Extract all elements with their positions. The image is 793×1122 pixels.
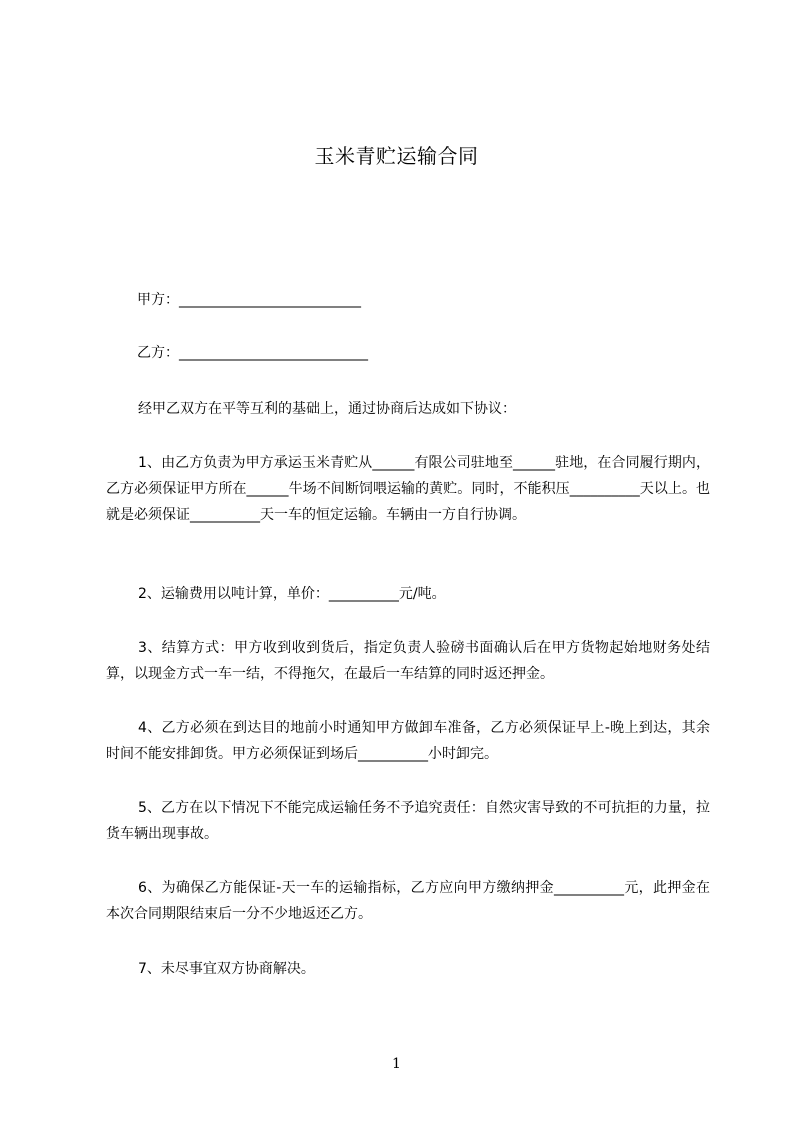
clause-4: 4、乙方必须在到达目的地前小时通知甲方做卸车准备，乙方必须保证早上-晚上到达，其余时间不能安排卸货。甲方必须保证到场后__________小时卸完。 xyxy=(106,720,710,762)
clause-7: 7、未尽事宜双方协商解决。 xyxy=(138,961,315,977)
clause-6: 6、为确保乙方能保证-天一车的运输指标，乙方应向甲方缴纳押金__________元，此押金在本次合同期限结束后一分不少地返还乙方。 xyxy=(106,880,710,922)
party-a-line: 甲方：__________________________ xyxy=(137,292,361,308)
intro-paragraph: 经甲乙双方在平等互利的基础上，通过协商后达成如下协议： xyxy=(138,401,516,417)
clause-1: 1、由乙方负责为甲方承运玉米青贮从______有限公司驻地至______驻地，在合同履行期内，乙方必须保证甲方所在______牛场不间断饲喂运输的黄贮。同时，不能积压__________天以上。也就是必须保证__________天一车的恒定运输。车辆由一方自行协调。 xyxy=(106,455,710,523)
clause-3: 3、结算方式：甲方收到收到货后，指定负责人验磅书面确认后在甲方货物起始地财务处结算，以现金方式一车一结，不得拖欠，在最后一车结算的同时返还押金。 xyxy=(106,640,710,682)
party-b-line: 乙方：___________________________ xyxy=(137,345,368,361)
document-title: 玉米青贮运输合同 xyxy=(314,144,479,168)
page-number: 1 xyxy=(392,1056,401,1072)
clause-5: 5、乙方在以下情况下不能完成运输任务不予追究责任：自然灾害导致的不可抗拒的力量，拉货车辆出现事故。 xyxy=(106,800,710,842)
clause-2: 2、运输费用以吨计算，单价：__________元/吨。 xyxy=(138,586,446,602)
